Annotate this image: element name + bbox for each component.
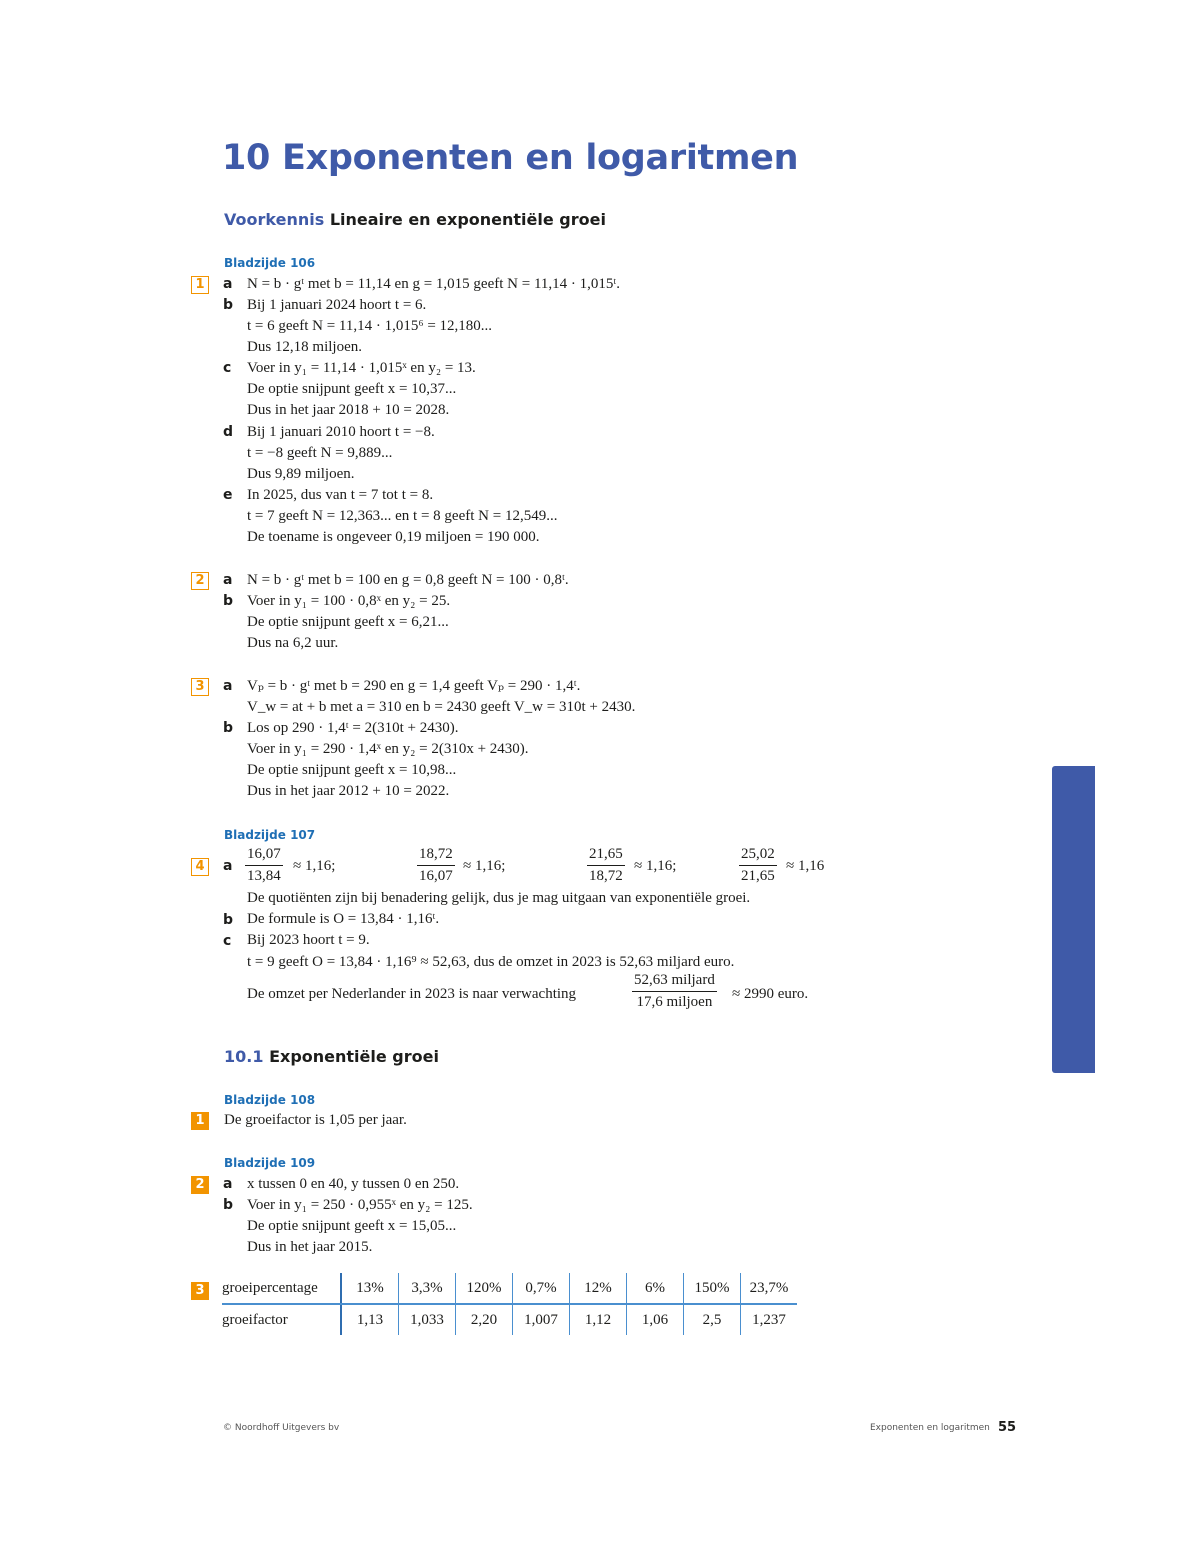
fraction-numerator: 21,65 xyxy=(587,845,625,866)
exercise-number: 4 xyxy=(191,858,209,876)
table-cell: 1,06 xyxy=(627,1304,684,1335)
fraction-denominator: 17,6 miljoen xyxy=(636,994,713,1010)
answer-line: Dus in het jaar 2012 + 10 = 2022. xyxy=(247,783,450,799)
answer-line: De formule is O = 13,84 · 1,16ᵗ. xyxy=(247,911,440,927)
chapter-side-tab xyxy=(1052,766,1095,1073)
table-row xyxy=(222,1304,797,1335)
fraction-denominator: 21,65 xyxy=(741,868,775,884)
section-heading-10-1 xyxy=(224,1047,439,1066)
fraction-result: ≈ 1,16; xyxy=(463,858,506,874)
part-letter: d xyxy=(223,424,234,440)
fraction xyxy=(417,845,455,886)
answer-line: x tussen 0 en 40, y tussen 0 en 250. xyxy=(247,1176,460,1192)
answer-line: De quotiënten zijn bij benadering gelijk, dus je mag uitgaan van exponentiële groei. xyxy=(247,890,751,906)
fraction-numerator: 25,02 xyxy=(739,845,777,866)
part-letter: c xyxy=(223,933,232,949)
fraction-result: ≈ 1,16; xyxy=(293,858,336,874)
part-letter: b xyxy=(223,593,234,609)
page-ref: Bladzijde 107 xyxy=(224,828,316,842)
exercise-number: 3 xyxy=(191,1282,209,1300)
section-heading-voorkennis xyxy=(224,210,606,229)
part-letter: a xyxy=(223,678,233,694)
fraction xyxy=(245,845,283,886)
answer-line: Dus in het jaar 2015. xyxy=(247,1239,373,1255)
table-row xyxy=(222,1273,797,1304)
part-letter: b xyxy=(223,1197,234,1213)
page-ref: Bladzijde 106 xyxy=(224,256,316,270)
answer-line: Voer in y₁ = 250 · 0,955ˣ en y₂ = 125. xyxy=(247,1197,473,1213)
table-cell: 1,237 xyxy=(741,1304,798,1335)
answer-line: Bij 1 januari 2010 hoort t = −8. xyxy=(247,424,435,440)
table-cell: 2,5 xyxy=(684,1304,741,1335)
answer-line: Bij 2023 hoort t = 9. xyxy=(247,932,370,948)
row-header: groeifactor xyxy=(222,1311,288,1328)
answer-line: De optie snijpunt geeft x = 10,98... xyxy=(247,762,457,778)
fraction-denominator: 16,07 xyxy=(419,868,453,884)
exercise-number: 3 xyxy=(191,678,209,696)
table-cell: 23,7% xyxy=(741,1273,798,1304)
answer-line: De omzet per Nederlander in 2023 is naar verwachting xyxy=(247,986,577,1002)
answer-line: Voer in y₁ = 290 · 1,4ˣ en y₂ = 2(310x + 2430). xyxy=(247,741,529,757)
answer-line: Bij 1 januari 2024 hoort t = 6. xyxy=(247,297,427,313)
row-header: groeipercentage xyxy=(222,1273,341,1304)
part-letter: e xyxy=(223,487,233,503)
answer-line: De optie snijpunt geeft x = 10,37... xyxy=(247,381,457,397)
table-cell: 120% xyxy=(456,1273,513,1304)
table-cell: 6% xyxy=(627,1273,684,1304)
answer-line: In 2025, dus van t = 7 tot t = 8. xyxy=(247,487,434,503)
part-letter: b xyxy=(223,297,234,313)
section-title: Exponentiële groei xyxy=(269,1047,439,1066)
section-keyword: Voorkennis xyxy=(224,210,325,229)
answer-line: t = −8 geeft N = 9,889... xyxy=(247,445,393,461)
answer-line: t = 9 geeft O = 13,84 · 1,16⁹ ≈ 52,63, dus de omzet in 2023 is 52,63 miljard euro. xyxy=(247,954,735,970)
table-cell: 13% xyxy=(341,1273,399,1304)
answer-line: Dus na 6,2 uur. xyxy=(247,635,339,651)
part-letter: b xyxy=(223,720,234,736)
footer-chapter: Exponenten en logaritmen xyxy=(870,1423,990,1433)
fraction-numerator: 52,63 miljard xyxy=(632,971,717,992)
part-letter: b xyxy=(223,912,234,928)
fraction-denominator: 18,72 xyxy=(589,868,623,884)
answer-line: Dus 12,18 miljoen. xyxy=(247,339,362,355)
chapter-title: 10 Exponenten en logaritmen xyxy=(222,138,799,178)
answer-line: ≈ 2990 euro. xyxy=(732,986,809,1002)
table-cell: 12% xyxy=(570,1273,627,1304)
fraction-denominator: 13,84 xyxy=(247,868,281,884)
fraction xyxy=(632,971,717,1012)
part-letter: a xyxy=(223,572,233,588)
answer-line: t = 7 geeft N = 12,363... en t = 8 geeft N = 12,549... xyxy=(247,508,558,524)
section-keyword: 10.1 xyxy=(224,1047,264,1066)
table-cell: 0,7% xyxy=(513,1273,570,1304)
part-letter: c xyxy=(223,360,232,376)
answer-line: Los op 290 · 1,4ᵗ = 2(310t + 2430). xyxy=(247,720,459,736)
answer-line: Voer in y₁ = 11,14 · 1,015ˣ en y₂ = 13. xyxy=(247,360,476,376)
answer-line: De optie snijpunt geeft x = 15,05... xyxy=(247,1218,457,1234)
answer-line: Dus 9,89 miljoen. xyxy=(247,466,355,482)
page-ref: Bladzijde 109 xyxy=(224,1156,316,1170)
footer-copyright: © Noordhoff Uitgevers bv xyxy=(223,1423,340,1433)
table-cell: 1,12 xyxy=(570,1304,627,1335)
answer-line: Dus in het jaar 2018 + 10 = 2028. xyxy=(247,402,450,418)
table-cell: 1,033 xyxy=(399,1304,456,1335)
answer-line: De optie snijpunt geeft x = 6,21... xyxy=(247,614,449,630)
exercise-number: 1 xyxy=(191,276,209,294)
answer-line: N = b · gᵗ met b = 100 en g = 0,8 geeft N = 100 · 0,8ᵗ. xyxy=(247,572,569,588)
answer-line: Vₚ = b · gᵗ met b = 290 en g = 1,4 geeft Vₚ = 290 · 1,4ᵗ. xyxy=(247,678,581,694)
part-letter: a xyxy=(223,276,233,292)
table-cell: 1,007 xyxy=(513,1304,570,1335)
part-letter: a xyxy=(223,858,233,874)
page-number: 55 xyxy=(998,1420,1017,1435)
exercise-number: 2 xyxy=(191,1176,209,1194)
table-cell: 1,13 xyxy=(341,1304,399,1335)
answer-line: De toename is ongeveer 0,19 miljoen = 190 000. xyxy=(247,529,540,545)
part-letter: a xyxy=(223,1176,233,1192)
growth-table xyxy=(222,1273,797,1335)
section-title: Lineaire en exponentiële groei xyxy=(329,210,606,229)
table-cell: 150% xyxy=(684,1273,741,1304)
table-cell: 2,20 xyxy=(456,1304,513,1335)
table-cell: 3,3% xyxy=(399,1273,456,1304)
fraction-result: ≈ 1,16 xyxy=(786,858,825,874)
fraction xyxy=(739,845,777,886)
answer-line: t = 6 geeft N = 11,14 · 1,015⁶ = 12,180... xyxy=(247,318,493,334)
exercise-number: 2 xyxy=(191,572,209,590)
fraction-result: ≈ 1,16; xyxy=(634,858,677,874)
fraction xyxy=(587,845,625,886)
fraction-numerator: 18,72 xyxy=(417,845,455,866)
exercise-number: 1 xyxy=(191,1112,209,1130)
answer-line: V_w = at + b met a = 310 en b = 2430 geeft V_w = 310t + 2430. xyxy=(247,699,636,715)
fraction-numerator: 16,07 xyxy=(245,845,283,866)
answer-line: Voer in y₁ = 100 · 0,8ˣ en y₂ = 25. xyxy=(247,593,451,609)
page-ref: Bladzijde 108 xyxy=(224,1093,316,1107)
answer-line: De groeifactor is 1,05 per jaar. xyxy=(224,1112,407,1128)
answer-line: N = b · gᵗ met b = 11,14 en g = 1,015 geeft N = 11,14 · 1,015ᵗ. xyxy=(247,276,621,292)
